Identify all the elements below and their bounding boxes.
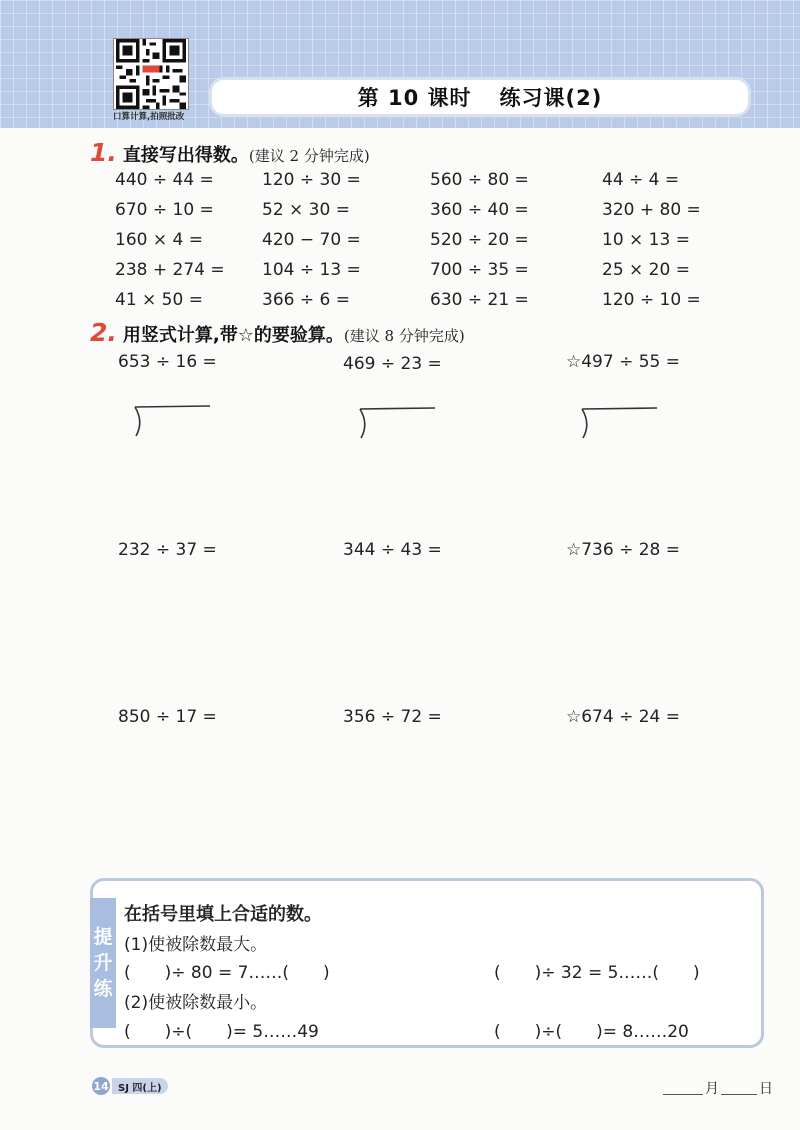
division-problem: ☆497 ÷ 55 = bbox=[566, 352, 681, 372]
fill-blank-equation: ( )÷ 80 = 7……( ) bbox=[124, 963, 330, 983]
oral-calc-item: 41 × 50 = bbox=[115, 290, 203, 310]
oral-calc-item: 120 ÷ 10 = bbox=[602, 290, 701, 310]
section-2-note: (建议 8 分钟完成) bbox=[343, 327, 465, 345]
lesson-title-bar bbox=[212, 80, 748, 114]
oral-calc-item: 320 + 80 = bbox=[602, 200, 701, 220]
division-problem: 356 ÷ 72 = bbox=[343, 707, 442, 727]
improve-tab-char: 升 bbox=[93, 952, 113, 974]
oral-calc-item: 44 ÷ 4 = bbox=[602, 170, 680, 190]
oral-calc-item: 440 ÷ 44 = bbox=[115, 170, 214, 190]
oral-calc-item: 52 × 30 = bbox=[262, 200, 350, 220]
day-blank bbox=[721, 1094, 757, 1095]
division-problem: ☆674 ÷ 24 = bbox=[566, 707, 681, 727]
oral-calc-item: 104 ÷ 13 = bbox=[262, 260, 361, 280]
oral-calc-item: 560 ÷ 80 = bbox=[430, 170, 529, 190]
day-label: 日 bbox=[759, 1081, 773, 1097]
section-1-note: (建议 2 分钟完成) bbox=[248, 147, 370, 165]
division-problem: 232 ÷ 37 = bbox=[118, 540, 217, 560]
oral-calc-item: 25 × 20 = bbox=[602, 260, 690, 280]
oral-calc-item: 670 ÷ 10 = bbox=[115, 200, 214, 220]
page-title bbox=[358, 82, 603, 112]
oral-calc-item: 700 ÷ 35 = bbox=[430, 260, 529, 280]
improve-practice-tab bbox=[90, 898, 116, 1028]
improve-tab-char: 提 bbox=[93, 926, 113, 948]
section-1-heading bbox=[90, 138, 370, 167]
improve-title: 在括号里填上合适的数。 bbox=[124, 904, 322, 925]
long-division-bracket bbox=[357, 406, 437, 440]
lesson-title: 练习课(2) bbox=[499, 86, 603, 110]
oral-calc-item: 520 ÷ 20 = bbox=[430, 230, 529, 250]
fill-blank-equation: ( )÷( )= 8……20 bbox=[494, 1022, 689, 1042]
division-problem: 469 ÷ 23 = bbox=[343, 354, 442, 374]
section-1-title: 直接写出得数。 bbox=[122, 145, 249, 166]
long-division-bracket bbox=[579, 406, 659, 440]
qr-caption: 口算计算,拍照批改 bbox=[113, 112, 185, 122]
oral-calc-item: 238 + 274 = bbox=[115, 260, 225, 280]
oral-calc-item: 10 × 13 = bbox=[602, 230, 690, 250]
book-code-label: SJ 四(上) bbox=[112, 1078, 168, 1094]
section-2-title: 用竖式计算,带☆的要验算。 bbox=[122, 325, 344, 346]
long-division-bracket bbox=[132, 404, 212, 438]
oral-calc-item: 366 ÷ 6 = bbox=[262, 290, 350, 310]
section-2-heading bbox=[90, 318, 465, 347]
improve-part2-label: (2)使被除数最小。 bbox=[124, 993, 268, 1013]
oral-calc-item: 120 ÷ 30 = bbox=[262, 170, 361, 190]
month-label: 月 bbox=[705, 1081, 719, 1097]
page-number: 14 bbox=[92, 1077, 110, 1095]
division-problem: 653 ÷ 16 = bbox=[118, 352, 217, 372]
section-2-number: 2. bbox=[90, 318, 117, 347]
fill-blank-equation: ( )÷ 32 = 5……( ) bbox=[494, 963, 700, 983]
month-blank bbox=[663, 1094, 703, 1095]
oral-calc-item: 630 ÷ 21 = bbox=[430, 290, 529, 310]
oral-calc-item: 160 × 4 = bbox=[115, 230, 203, 250]
qr-code-icon[interactable] bbox=[113, 38, 189, 110]
section-1-number: 1. bbox=[90, 138, 117, 167]
division-problem: ☆736 ÷ 28 = bbox=[566, 540, 681, 560]
oral-calc-item: 360 ÷ 40 = bbox=[430, 200, 529, 220]
improve-part1-label: (1)使被除数最大。 bbox=[124, 935, 268, 955]
fill-blank-equation: ( )÷( )= 5……49 bbox=[124, 1022, 319, 1042]
improve-tab-char: 练 bbox=[93, 978, 113, 1000]
oral-calc-item: 420 − 70 = bbox=[262, 230, 361, 250]
division-problem: 344 ÷ 43 = bbox=[343, 540, 442, 560]
division-problem: 850 ÷ 17 = bbox=[118, 707, 217, 727]
lesson-number: 第 10 课时 bbox=[357, 86, 472, 110]
